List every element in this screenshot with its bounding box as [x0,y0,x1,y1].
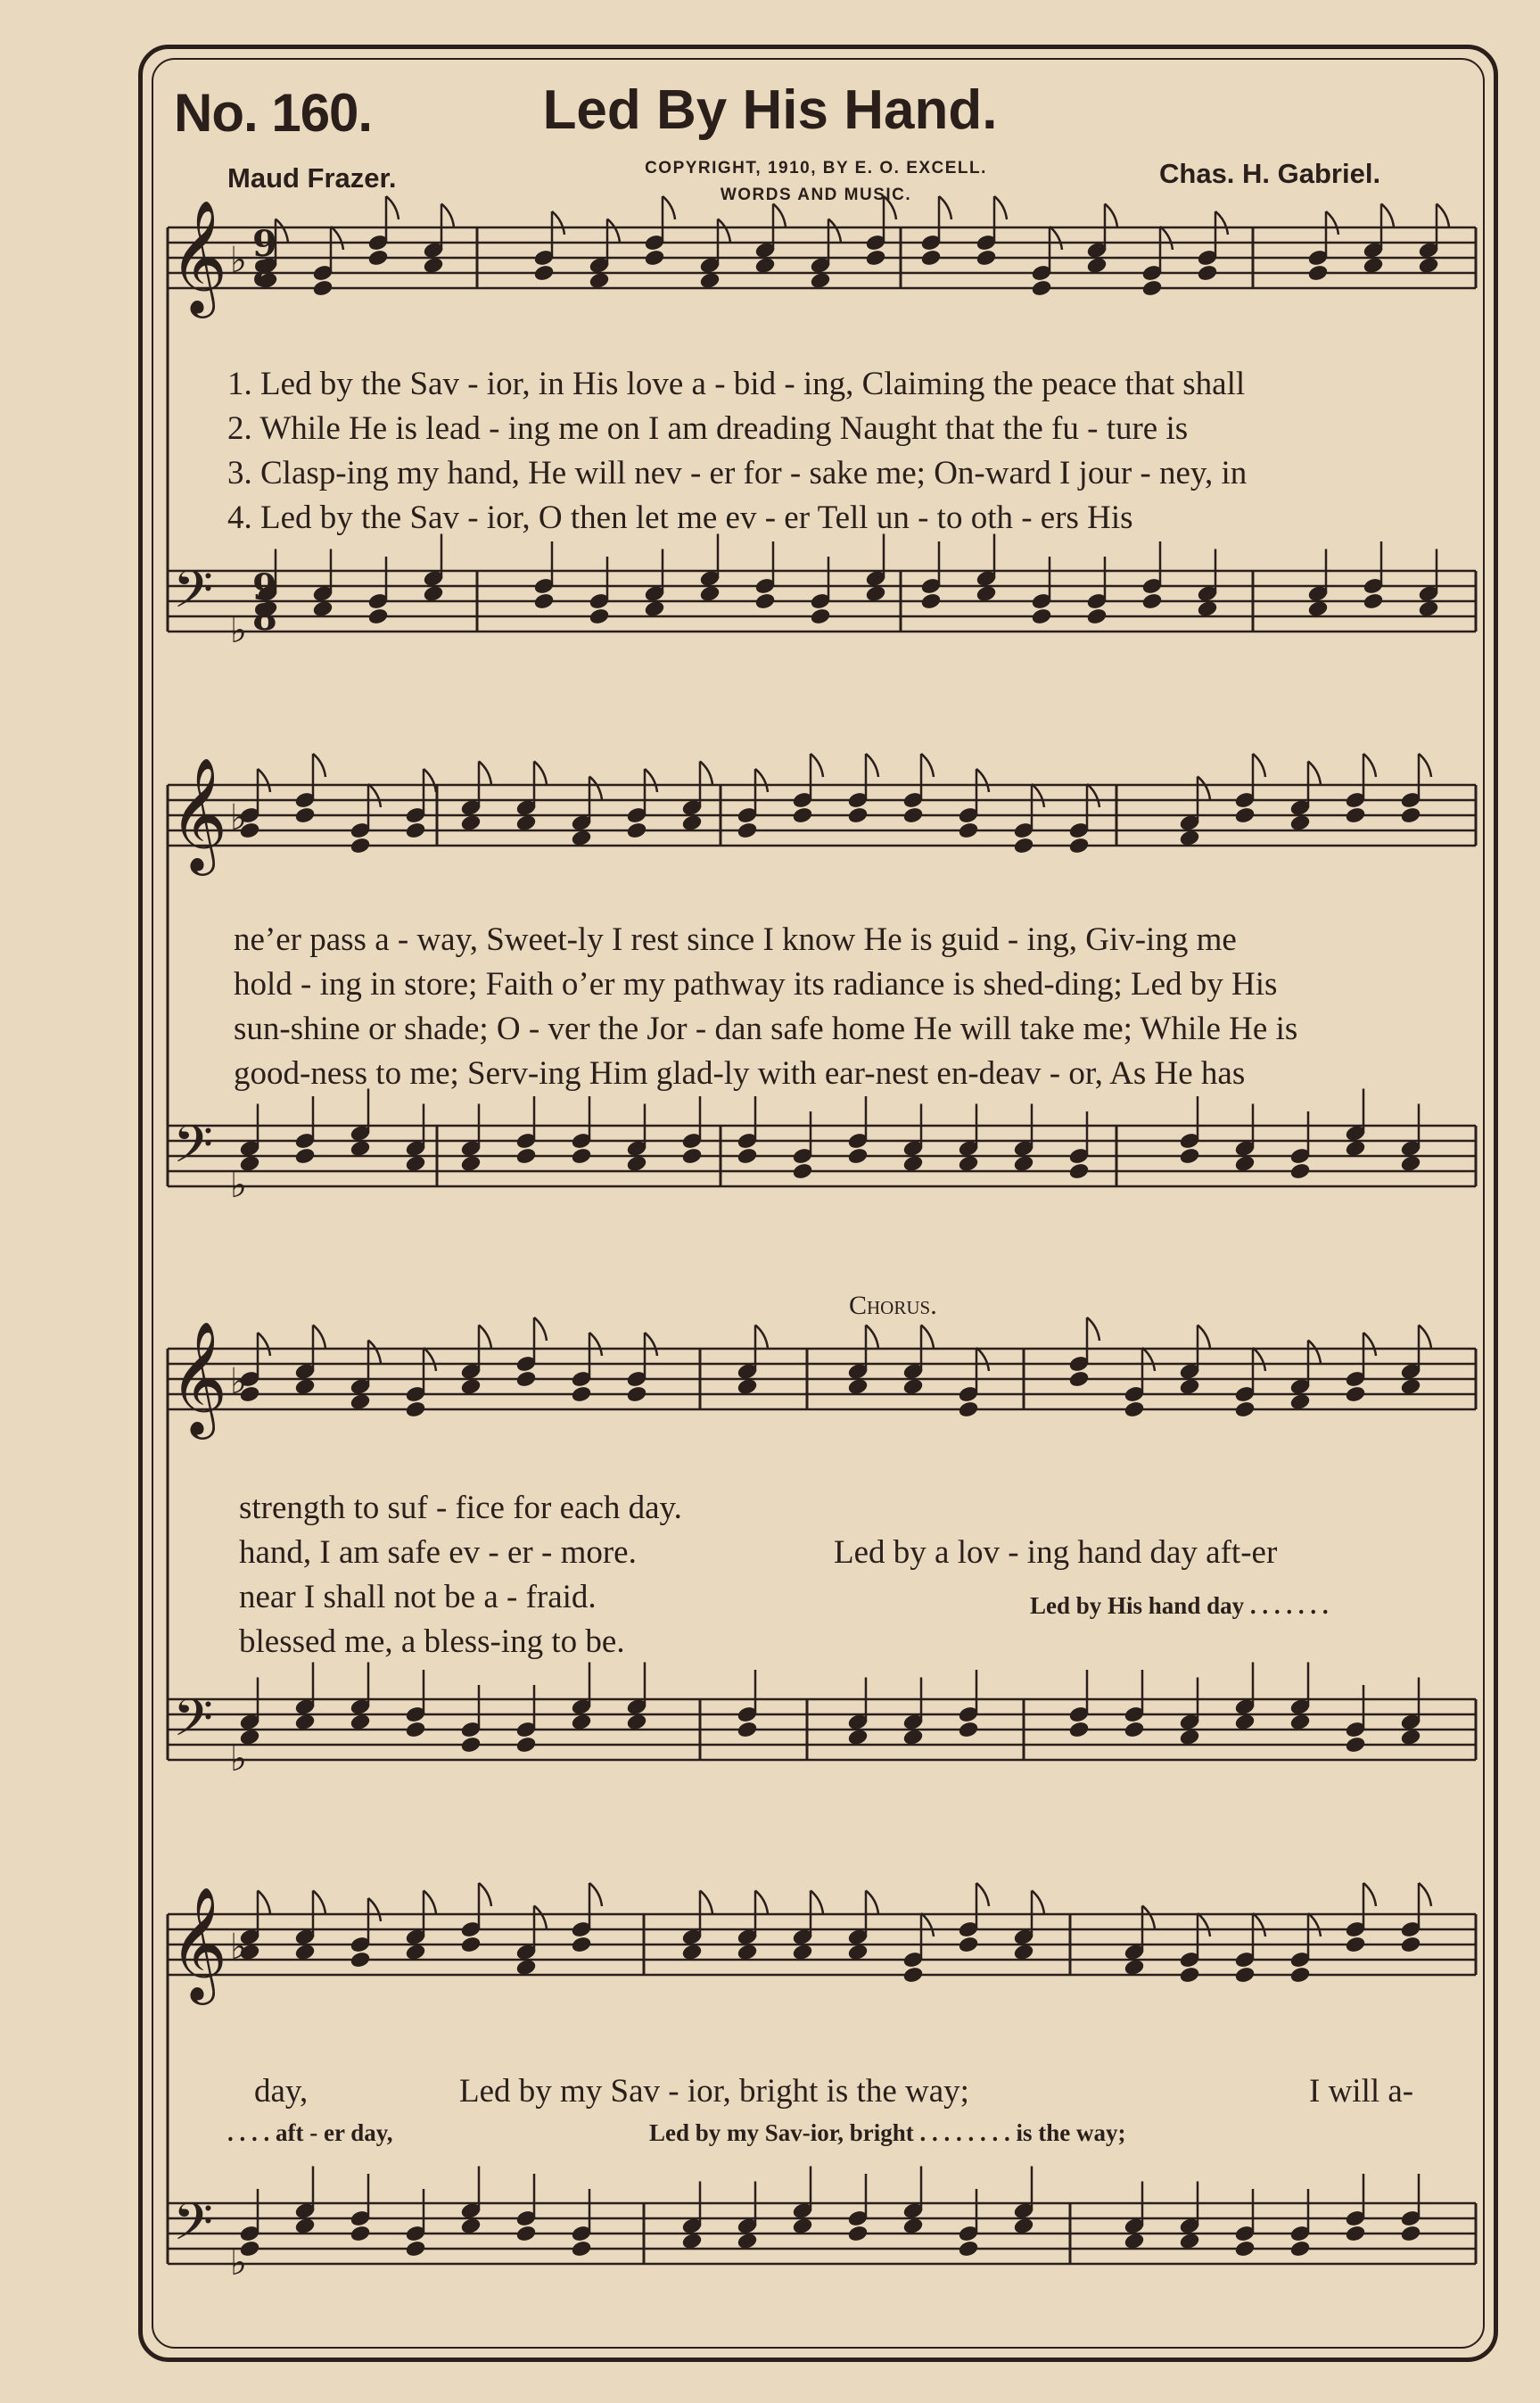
note-head [699,585,721,603]
note-head [460,1936,482,1953]
note-flag [1142,1348,1155,1371]
note-head [681,1944,703,1961]
note-head [1363,592,1384,610]
note-flag [718,219,730,243]
note-flag [1326,211,1338,235]
note-head [1345,1736,1366,1754]
note-flag [755,1325,768,1349]
note-head [1013,1944,1034,1961]
note-head [1086,607,1108,625]
note-flag [552,211,564,235]
note-head [1141,279,1163,297]
system3-verse3: near I shall not be a - fraid. [239,1579,597,1615]
note-head [589,272,610,290]
note-flag [921,1325,934,1349]
note-head [792,1162,813,1180]
note-head [312,600,334,618]
note-head [294,1944,316,1961]
note-flag [811,1891,823,1914]
note-head [976,585,997,603]
note-flag [1215,211,1228,235]
note-head [1068,1370,1090,1388]
note-head [405,1721,426,1738]
note-flag [1032,1891,1044,1914]
note-head [1400,2225,1421,2242]
note-head [754,257,776,275]
note-flag [589,1883,602,1906]
note-flag [1142,1906,1155,1929]
note-head [1179,1147,1200,1165]
note-head [847,1729,869,1747]
key-signature-flat: ♭ [230,1361,247,1402]
note-head [571,1147,592,1165]
note-flag [1363,1883,1376,1906]
system2-verse4: good-ness to me; Serv-ing Him glad-ly with ear-nest en-deav - or, As He has [234,1055,1246,1092]
note-flag [645,769,657,792]
note-head [1086,257,1108,275]
note-head [1363,257,1384,275]
note-head [460,1155,482,1173]
note-head [1179,1729,1200,1747]
system3-verse1: strength to suf - fice for each day. [239,1490,682,1526]
note-flag [1419,754,1431,777]
note-head [792,2217,813,2235]
note-head [460,1736,482,1754]
system2-verse2: hold - ing in store; Faith o’er my pathway its radiance is shed-ding; Led by His [234,966,1278,1003]
system1-verse3: 3. Clasp-ing my hand, He will nev - er for - sake me; On-ward I jour - ney, in [227,455,1248,491]
note-head [294,1378,316,1396]
note-head [533,264,555,282]
note-head [294,1713,316,1731]
note-flag [368,1898,381,1921]
note-head [1345,1936,1366,1953]
note-flag [534,762,547,785]
system3-verse2: hand, I am safe ev - er - more. [239,1534,637,1571]
time-signature-bottom: 8 [252,597,277,639]
note-flag [424,1348,436,1371]
note-head [958,1936,979,1953]
note-head [1289,1393,1311,1411]
note-head [902,1966,924,1984]
note-flag [534,1906,547,1929]
system2-verse1: ne’er pass a - way, Sweet-ly I rest since I know He is guid - ing, Giv-ing me [234,921,1237,958]
note-head [847,1944,869,1961]
note-flag [313,1325,325,1349]
note-head [1124,1959,1145,1977]
note-head [1234,2240,1256,2258]
key-signature-flat: ♭ [230,240,247,281]
note-head [1345,2225,1366,2242]
note-flag [645,1333,657,1356]
system1-verse1: 1. Led by the Sav - ior, in His love a - bid - ing, Claiming the peace that shall [227,366,1246,402]
bass-clef: 𝄢 [173,1688,214,1761]
note-head [1141,592,1163,610]
note-head [571,1713,592,1731]
treble-clef: 𝄞 [169,1320,228,1434]
system4-chorus-alt-a: . . . . aft - er day, [227,2119,393,2146]
note-head [810,272,831,290]
note-head [1013,837,1034,855]
note-head [810,607,831,625]
note-flag [773,204,786,227]
note-head [405,822,426,839]
note-head [1307,264,1329,282]
note-flag [828,219,841,243]
note-flag [368,1341,381,1364]
note-head [958,1400,979,1418]
key-signature-flat: ♭ [230,2242,247,2283]
note-flag [921,754,934,777]
time-signature-top: 9 [252,566,277,608]
note-flag [1381,204,1394,227]
bass-clef: 𝄢 [173,2192,214,2265]
note-head [1345,1140,1366,1158]
note-head [626,1713,647,1731]
note-flag [534,1317,547,1341]
note-head [1400,1378,1421,1396]
note-head [958,1155,979,1173]
note-head [423,257,444,275]
note-flag [1105,204,1117,227]
system1-verse2: 2. While He is lead - ing me on I am dreading Naught that the fu - ture is [227,410,1189,447]
note-head [589,607,610,625]
note-flag [921,1913,934,1936]
note-flag [755,1891,768,1914]
note-head [1179,830,1200,847]
note-flag [866,1325,878,1349]
note-head [571,830,592,847]
note-head [1179,1966,1200,1984]
note-flag [866,1891,878,1914]
note-head [515,2225,537,2242]
note-head [423,585,444,603]
note-head [1400,1155,1421,1173]
system3-verse4: blessed me, a bless-ing to be. [239,1623,625,1660]
note-head [571,2240,592,2258]
note-head [1345,1385,1366,1403]
system3-chorus-text: Led by a lov - ing hand day aft-er [834,1534,1278,1571]
note-head [533,592,555,610]
note-head [1013,1155,1034,1173]
note-flag [1253,1913,1265,1936]
note-flag [1198,777,1210,800]
note-head [1031,279,1052,297]
note-head [294,1147,316,1165]
key-signature-flat: ♭ [230,1927,247,1968]
note-head [737,1378,758,1396]
note-head [1068,1721,1090,1738]
note-flag [258,1891,270,1914]
bass-clef: 𝄢 [173,1114,214,1187]
note-head [847,806,869,824]
note-head [405,1944,426,1961]
copyright-line-2: WORDS AND MUSIC. [720,186,912,204]
note-head [312,279,334,297]
note-flag [386,196,399,219]
note-head [1234,1155,1256,1173]
note-head [626,822,647,839]
note-flag [1308,762,1321,785]
system1-verse4: 4. Led by the Sav - ior, O then let me ev - er Tell un - to oth - ers His [227,500,1133,536]
note-flag [441,204,454,227]
note-flag [313,1891,325,1914]
note-flag [479,1883,491,1906]
note-head [1234,1400,1256,1418]
note-head [1197,600,1218,618]
note-flag [939,196,951,219]
note-head [1013,2217,1034,2235]
note-head [571,1936,592,1953]
system4-chorus-c: I will a- [1309,2073,1414,2110]
note-flag [1198,1913,1210,1936]
note-head [920,249,942,267]
note-flag [424,769,436,792]
note-flag [663,196,675,219]
note-flag [884,196,896,219]
treble-clef: 𝄞 [169,1886,228,2000]
note-flag [1160,227,1173,250]
note-head [1068,837,1090,855]
note-head [1345,806,1366,824]
note-flag [479,1325,491,1349]
note-head [460,814,482,832]
note-head [515,814,537,832]
note-head [1400,1729,1421,1747]
key-signature-flat: ♭ [230,610,247,651]
note-flag [1363,754,1376,777]
note-flag [1050,227,1062,250]
treble-clef: 𝄞 [169,199,228,313]
note-flag [755,769,768,792]
note-head [1234,806,1256,824]
note-head [792,1944,813,1961]
note-head [902,1378,924,1396]
note-flag [368,784,381,807]
time-signature-top: 9 [252,223,277,265]
note-head [515,1959,537,1977]
note-head [681,2233,703,2250]
note-head [367,249,389,267]
bass-clef: 𝄢 [173,559,214,632]
note-flag [1198,1325,1210,1349]
note-flag [976,1348,989,1371]
note-flag [1032,784,1044,807]
key-signature-flat: ♭ [230,797,247,838]
note-head [350,1713,371,1731]
note-flag [994,196,1007,219]
note-flag [589,1333,602,1356]
key-signature-flat: ♭ [230,1738,247,1780]
note-flag [700,762,712,785]
note-head [515,1736,537,1754]
note-head [737,1944,758,1961]
note-head [737,1721,758,1738]
treble-clef: 𝄞 [169,756,228,871]
note-head [865,249,886,267]
note-head [1068,1162,1090,1180]
note-head [350,1951,371,1969]
note-head [976,249,997,267]
note-head [1197,264,1218,282]
note-head [350,837,371,855]
note-head [350,1140,371,1158]
note-head [902,1155,924,1173]
note-head [847,2225,869,2242]
note-head [1124,1400,1145,1418]
note-head [847,1378,869,1396]
note-head [681,1147,703,1165]
note-flag [1087,784,1099,807]
system4-chorus-b: Led by my Sav - ior, bright is the way; [459,2073,969,2110]
note-head [902,806,924,824]
note-head [515,1147,537,1165]
note-head [847,1147,869,1165]
note-head [1031,607,1052,625]
note-head [350,1393,371,1411]
note-head [958,1721,979,1738]
note-head [1400,1936,1421,1953]
note-head [737,2233,758,2250]
note-head [350,2225,371,2242]
note-flag [479,762,491,785]
system4-chorus-a: day, [254,2073,309,2110]
note-head [1400,806,1421,824]
note-head [1234,1966,1256,1984]
note-head [515,1370,537,1388]
note-head [644,600,665,618]
note-flag [976,769,989,792]
note-flag [1253,1348,1265,1371]
note-flag [331,227,343,250]
composer: Chas. H. Gabriel. [1159,158,1381,189]
lyricist: Maud Frazer. [227,162,397,194]
note-flag [1419,1883,1431,1906]
note-flag [700,1891,712,1914]
note-head [737,1147,758,1165]
note-flag [313,754,325,777]
note-head [626,1155,647,1173]
note-flag [1087,1317,1099,1341]
note-head [1289,1162,1311,1180]
note-head [699,272,721,290]
note-flag [1253,754,1265,777]
note-head [902,2217,924,2235]
note-flag [1363,1333,1376,1356]
copyright-line-1: COPYRIGHT, 1910, BY E. O. EXCELL. [645,159,987,178]
hymn-number: No. 160. [174,83,373,143]
note-head [1124,2233,1145,2250]
note-head [367,607,389,625]
system4-chorus-alt-b: Led by my Sav-ior, bright . . . . . . . . is the way; [649,2119,1126,2146]
note-flag [811,754,823,777]
note-head [1124,1721,1145,1738]
note-flag [976,1883,989,1906]
note-head [1307,600,1329,618]
note-head [1289,814,1311,832]
system3-chorus-alt: Led by His hand day . . . . . . . [1030,1592,1329,1619]
note-flag [607,219,620,243]
note-head [460,1378,482,1396]
note-flag [258,769,270,792]
note-flag [1308,1341,1321,1364]
note-flag [424,1891,436,1914]
note-head [1289,2240,1311,2258]
note-head [1418,600,1439,618]
note-head [865,585,886,603]
chorus-label: Chorus. [849,1291,937,1320]
note-head [644,249,665,267]
note-flag [1308,1913,1321,1936]
note-head [1234,1713,1256,1731]
note-head [737,822,758,839]
note-head [958,2240,979,2258]
note-flag [258,1333,270,1356]
note-head [626,1385,647,1403]
key-signature-flat: ♭ [230,1165,247,1206]
note-head [754,592,776,610]
note-head [792,806,813,824]
note-head [681,814,703,832]
note-flag [1419,1325,1431,1349]
note-head [902,1729,924,1747]
note-head [1418,257,1439,275]
note-head [958,822,979,839]
note-head [1289,1713,1311,1731]
time-signature-bottom: 8 [252,253,277,295]
note-head [405,1400,426,1418]
note-head [1289,1966,1311,1984]
note-head [1179,2233,1200,2250]
note-head [460,2217,482,2235]
note-flag [1437,204,1449,227]
note-head [1179,1378,1200,1396]
note-flag [276,219,288,243]
note-head [405,2240,426,2258]
note-head [294,806,316,824]
note-head [571,1385,592,1403]
note-flag [866,754,878,777]
note-head [920,592,942,610]
hymn-title: Led By His Hand. [542,79,998,141]
note-flag [589,777,602,800]
system2-verse3: sun-shine or shade; O - ver the Jor - dan safe home He will take me; While He is [234,1011,1298,1047]
note-head [294,2217,316,2235]
note-head [405,1155,426,1173]
